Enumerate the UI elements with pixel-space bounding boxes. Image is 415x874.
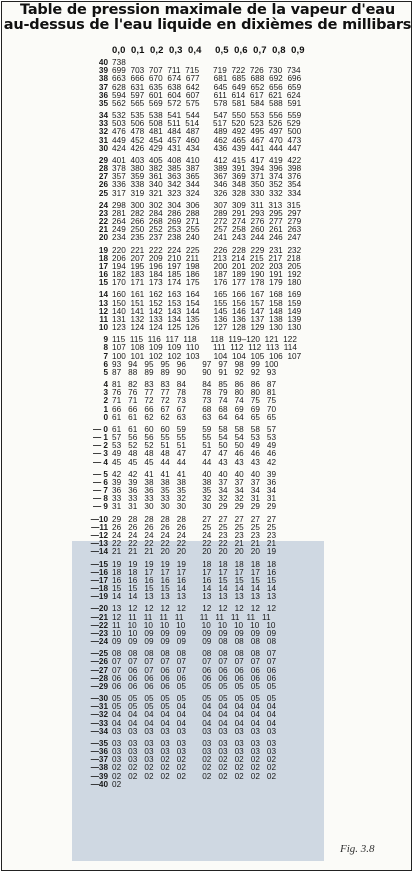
pressure-values: 160 161 162 163 164 165 166 167 168 169 xyxy=(112,290,302,300)
pressure-values: 264 266 268 269 271 272 274 276 277 279 xyxy=(112,217,302,226)
temperature-label: —16 xyxy=(90,567,108,577)
temperature-label: —24 xyxy=(90,636,108,646)
pressure-values: 53 52 52 51 51 51 50 50 49 49 xyxy=(112,441,277,451)
pressure-values: 401 403 405 408 410 412 415 417 419 422 xyxy=(112,155,302,165)
pressure-values: 76 76 77 77 78 78 79 80 80 81 xyxy=(112,388,277,398)
pressure-values: 02 02 02 02 02 02 02 02 02 02 xyxy=(112,771,277,781)
pressure-values: 39 39 38 38 38 38 37 37 37 36 xyxy=(112,477,277,487)
pressure-values: 09 09 09 09 09 09 08 08 08 08 xyxy=(112,636,277,646)
temperature-label: 5 xyxy=(103,367,108,377)
table-row xyxy=(0,502,415,511)
temperature-label: 20 xyxy=(98,233,108,243)
pressure-values: 02 02 02 02 02 02 02 02 02 02 xyxy=(112,763,277,773)
table-row xyxy=(0,780,415,789)
temperature-label: —40 xyxy=(90,779,108,789)
pressure-values: 13 12 12 12 12 12 12 12 12 12 xyxy=(112,604,277,614)
temperature-label: 14 xyxy=(98,290,108,300)
temperature-label: 4 xyxy=(103,380,108,390)
pressure-values: 182 183 184 185 186 187 189 190 191 192 xyxy=(112,270,302,279)
pressure-values: 562 565 569 572 575 578 581 584 588 591 xyxy=(112,98,302,108)
pressure-values: 93 94 95 95 96 97 97 98 99 100 xyxy=(112,359,279,369)
title-line-2: au-dessus de l'eau liquide en dixièmes de millibars xyxy=(3,17,412,33)
table-row xyxy=(0,682,415,691)
pressure-values: 03 03 03 02 02 02 02 02 02 02 xyxy=(112,755,277,765)
table-row xyxy=(0,233,415,242)
pressure-values: 06 06 06 06 06 06 06 06 06 06 xyxy=(112,673,277,683)
pressure-values: 234 235 237 238 240 241 243 244 246 247 xyxy=(112,233,302,243)
temperature-label: 18 xyxy=(98,253,108,263)
temperature-label: 21 xyxy=(98,225,108,235)
temperature-label: 33 xyxy=(98,119,108,129)
temperature-label: 7 xyxy=(103,351,108,361)
pressure-values: 24 24 24 24 24 24 23 23 23 23 xyxy=(112,530,277,540)
pressure-values: 738 xyxy=(112,58,126,67)
temperature-label: 11 xyxy=(99,314,108,324)
pressure-values: 449 452 454 457 460 462 465 467 470 473 xyxy=(112,135,302,145)
pressure-values: 140 141 142 143 144 145 146 147 148 149 xyxy=(112,306,302,316)
column-header: 0,0 0,1 0,2 0,3 0,4 0,5 0,6 0,7 0,8 0,9 xyxy=(112,45,305,56)
temperature-label: — 4 xyxy=(92,457,108,467)
temperature-label: —36 xyxy=(90,747,108,756)
pressure-values: 45 45 45 44 44 44 43 43 43 42 xyxy=(112,457,277,467)
table-row xyxy=(0,99,415,108)
temperature-label: —35 xyxy=(90,738,108,748)
temperature-label: —19 xyxy=(90,592,108,602)
table-row xyxy=(0,637,415,646)
pressure-values: 476 478 481 484 487 489 492 495 497 500 xyxy=(112,127,302,137)
temperature-label: —34 xyxy=(90,726,108,736)
temperature-label: 27 xyxy=(98,172,108,182)
temperature-label: 22 xyxy=(98,217,108,226)
table-row xyxy=(0,278,415,287)
pressure-values: 503 506 508 511 514 517 520 523 526 529 xyxy=(112,119,301,129)
temperature-label: —13 xyxy=(90,539,108,549)
table-row xyxy=(0,144,415,153)
pressure-values: 26 26 26 26 26 25 25 25 25 25 xyxy=(112,522,277,532)
temperature-label: 24 xyxy=(98,200,108,210)
temperature-label: — 1 xyxy=(92,433,108,443)
temperature-label: 31 xyxy=(98,135,108,145)
temperature-label: 25 xyxy=(98,188,108,198)
table-row xyxy=(0,323,415,332)
pressure-values: 123 124 124 125 126 127 128 129 130 130 xyxy=(112,323,302,332)
pressure-values: 170 171 173 174 175 176 177 178 179 180 xyxy=(112,278,302,288)
pressure-values: 61 61 62 62 63 63 64 64 65 65 xyxy=(112,412,277,422)
pressure-values: 14 14 13 13 13 13 13 13 13 13 xyxy=(112,592,277,602)
temperature-label: —28 xyxy=(90,673,108,683)
pressure-values: 424 426 429 431 434 436 439 441 444 447 xyxy=(112,143,302,153)
temperature-label: —10 xyxy=(90,514,108,524)
temperature-label: — 6 xyxy=(92,477,108,487)
temperature-label: — 5 xyxy=(92,469,108,479)
temperature-label: —20 xyxy=(90,604,108,614)
pressure-values: 206 207 209 210 211 213 214 215 217 218 xyxy=(112,253,301,263)
pressure-values: 317 319 321 323 324 326 328 330 332 334 xyxy=(112,188,302,198)
temperature-label: 17 xyxy=(98,261,108,271)
pressure-values: 107 108 109 109 110 111 112 112 113 114 xyxy=(112,343,297,353)
pressure-values: 336 338 340 342 344 346 348 350 352 354 xyxy=(112,180,302,190)
pressure-values: 66 66 66 67 67 68 68 69 69 70 xyxy=(112,404,277,414)
temperature-label: 39 xyxy=(98,66,108,76)
pressure-values: 15 15 15 15 14 14 14 14 14 14 xyxy=(112,583,277,593)
temperature-label: — 0 xyxy=(92,424,108,434)
table-row xyxy=(0,413,415,422)
pressure-values: 16 16 16 16 16 16 15 15 15 15 xyxy=(112,575,277,585)
table-row xyxy=(0,592,415,601)
temperature-label: 26 xyxy=(98,180,108,190)
temperature-label: —31 xyxy=(90,702,108,712)
temperature-label: 2 xyxy=(103,396,108,406)
pressure-values: 628 631 635 638 642 645 649 652 656 659 xyxy=(112,82,302,92)
pressure-values: 663 666 670 674 677 681 685 688 692 696 xyxy=(112,74,302,84)
temperature-label: 37 xyxy=(98,82,108,92)
temperature-label: 16 xyxy=(98,270,108,279)
temperature-label: —11 xyxy=(91,522,108,532)
temperature-label: 30 xyxy=(98,143,108,153)
pressure-values: 05 05 05 05 04 04 04 04 04 04 xyxy=(112,702,277,712)
temperature-label: —27 xyxy=(90,665,108,675)
temperature-label: 36 xyxy=(98,90,108,100)
pressure-values: 42 42 41 41 41 40 40 40 40 39 xyxy=(112,469,277,479)
pressure-values: 03 03 03 03 03 03 03 03 03 03 xyxy=(112,747,277,756)
temperature-label: —38 xyxy=(90,763,108,773)
pressure-values: 05 05 05 05 05 05 05 05 05 05 xyxy=(112,694,277,703)
pressure-values: 04 04 04 04 04 04 04 04 04 04 xyxy=(112,710,277,720)
temperature-label: 23 xyxy=(98,208,108,218)
pressure-values: 194 195 196 197 198 200 201 202 203 205 xyxy=(112,261,302,271)
temperature-label: —18 xyxy=(90,583,108,593)
pressure-values: 150 151 152 153 154 155 156 157 158 159 xyxy=(112,298,302,308)
pressure-values: 131 132 133 134 135 136 136 137 138 139 xyxy=(112,314,302,324)
table-row xyxy=(0,368,415,377)
temperature-label: —39 xyxy=(90,771,108,781)
table-row xyxy=(0,189,415,198)
pressure-values: 49 48 48 48 47 47 47 46 46 46 xyxy=(112,449,277,459)
temperature-label: 0 xyxy=(103,412,108,422)
pressure-values: 249 250 252 253 255 257 258 260 261 263 xyxy=(112,225,302,235)
temperature-label: 32 xyxy=(98,127,108,137)
pressure-values: 378 380 382 385 387 389 391 394 396 398 xyxy=(112,164,302,173)
temperature-label: 8 xyxy=(103,343,108,353)
pressure-values: 61 61 60 60 59 59 58 58 58 57 xyxy=(112,424,277,434)
pressure-values: 11 10 10 10 10 10 10 10 10 10 xyxy=(112,620,276,630)
temperature-label: — 8 xyxy=(92,494,108,504)
temperature-label: —17 xyxy=(90,575,108,585)
temperature-label: —22 xyxy=(90,620,108,630)
temperature-label: 19 xyxy=(98,245,108,255)
temperature-label: — 3 xyxy=(92,449,108,459)
temperature-label: 28 xyxy=(98,164,108,173)
temperature-label: —25 xyxy=(90,649,108,659)
temperature-label: 12 xyxy=(98,306,108,316)
temperature-label: —30 xyxy=(90,694,108,703)
temperature-label: — 7 xyxy=(92,486,108,496)
table-title xyxy=(0,3,415,33)
temperature-label: 15 xyxy=(98,278,108,288)
temperature-label: —23 xyxy=(90,628,108,638)
pressure-values: 33 33 33 33 32 32 32 32 31 31 xyxy=(112,494,277,504)
pressure-values: 02 xyxy=(112,779,122,789)
temperature-label: 29 xyxy=(98,155,108,165)
pressure-values: 220 221 222 224 225 226 228 229 231 232 xyxy=(112,245,302,255)
pressure-values: 298 300 302 304 306 307 309 311 313 315 xyxy=(112,200,301,210)
temperature-label: 38 xyxy=(98,74,108,84)
pressure-values: 07 06 07 06 07 06 06 06 06 06 xyxy=(112,665,277,675)
temperature-label: —15 xyxy=(90,559,108,569)
temperature-label: 10 xyxy=(98,323,108,332)
temperature-label: —12 xyxy=(90,530,108,540)
pressure-values: 07 07 07 07 07 07 07 07 07 07 xyxy=(112,657,277,667)
pressure-values: 281 282 284 286 288 289 291 293 295 297 xyxy=(112,208,302,218)
pressure-values: 36 36 36 35 35 35 34 34 34 34 xyxy=(112,486,277,496)
pressure-values: 04 04 04 04 04 04 04 04 04 04 xyxy=(112,718,277,728)
table-row xyxy=(0,727,415,736)
temperature-label: —14 xyxy=(90,547,108,557)
temperature-label: —33 xyxy=(90,718,108,728)
pressure-values: 699 703 707 711 715 719 722 726 730 734 xyxy=(112,66,301,76)
pressure-values: 19 19 19 19 19 18 18 18 18 18 xyxy=(112,559,277,569)
pressure-values: 10 10 09 09 09 09 09 09 09 09 xyxy=(112,628,277,638)
temperature-label: —37 xyxy=(90,755,108,765)
table-row xyxy=(0,547,415,556)
pressure-values: 87 88 89 89 90 90 91 92 92 93 xyxy=(112,367,277,377)
temperature-label: 35 xyxy=(98,98,108,108)
temperature-label: — 2 xyxy=(92,441,108,451)
temperature-label: 1 xyxy=(103,404,108,414)
temperature-label: —29 xyxy=(90,681,108,691)
pressure-values: 31 31 30 30 30 30 29 29 29 29 xyxy=(112,502,277,512)
temperature-label: 34 xyxy=(98,111,108,120)
title-line-1: Table de pression maximale de la vapeur d'eau xyxy=(20,2,395,18)
temperature-label: 9 xyxy=(103,335,108,345)
pressure-values: 81 82 83 83 84 84 85 86 86 87 xyxy=(112,380,277,390)
table-row xyxy=(0,458,415,467)
pressure-values: 22 22 22 22 22 22 22 21 21 21 xyxy=(112,539,277,549)
pressure-values: 100 101 102 102 103 104 104 105 106 107 xyxy=(112,351,302,361)
pressure-values: 357 359 361 363 365 367 369 371 374 376 xyxy=(112,172,302,182)
pressure-values: 06 06 06 06 05 05 05 05 05 05 xyxy=(112,681,277,691)
pressure-values: 03 03 03 03 03 03 03 03 03 03 xyxy=(112,726,277,736)
temperature-label: 6 xyxy=(103,359,108,369)
temperature-label: —21 xyxy=(90,612,108,622)
pressure-values: 03 03 03 03 03 03 03 03 03 03 xyxy=(112,738,277,748)
temperature-label: 40 xyxy=(98,58,108,67)
pressure-values: 29 28 28 28 28 27 27 27 27 27 xyxy=(112,514,277,524)
pressure-values: 594 597 601 604 607 611 614 617 621 624 xyxy=(112,90,301,100)
pressure-values: 18 18 17 17 17 17 17 17 17 16 xyxy=(112,567,277,577)
pressure-values: 57 56 56 55 55 55 54 54 53 53 xyxy=(112,433,277,443)
pressure-values: 21 21 21 20 20 20 20 20 20 19 xyxy=(112,547,277,557)
temperature-label: —32 xyxy=(90,710,108,720)
temperature-label: — 9 xyxy=(92,502,108,512)
temperature-label: 13 xyxy=(98,298,108,308)
temperature-label: —26 xyxy=(90,657,108,667)
pressure-values: 71 71 72 72 73 73 74 74 75 75 xyxy=(112,396,277,406)
pressure-values: 08 08 08 08 08 08 08 08 08 07 xyxy=(112,649,277,659)
pressure-values: 12 11 11 11 11 11 11 11 11 11 xyxy=(112,612,271,622)
pressure-values: 532 535 538 541 544 547 550 553 556 559 xyxy=(112,111,302,120)
temperature-label: 3 xyxy=(103,388,108,398)
figure-caption: Fig. 3.8 xyxy=(340,843,375,855)
pressure-values: 115 115 116 117 118 118 119–120 121 122 xyxy=(112,335,297,345)
